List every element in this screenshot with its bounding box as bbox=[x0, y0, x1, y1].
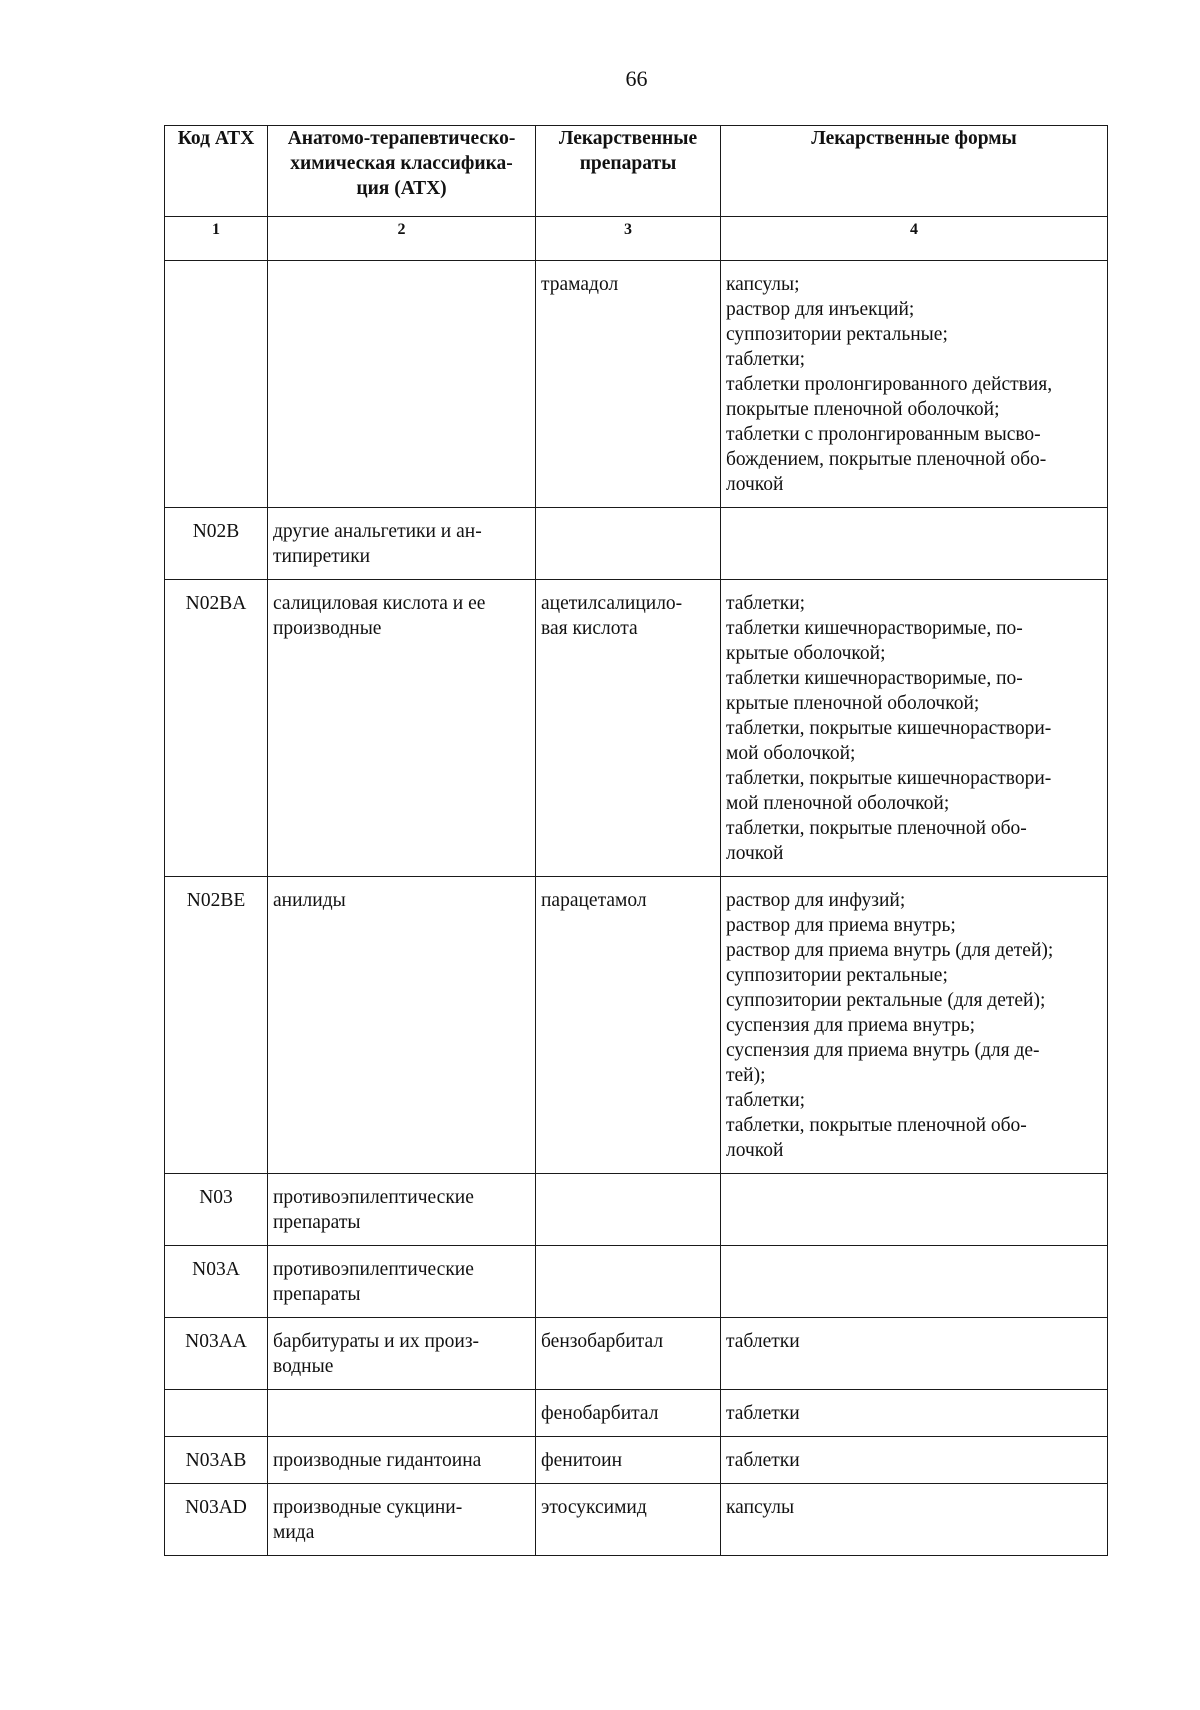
classification-cell bbox=[268, 261, 536, 508]
drug-cell: фенитоин bbox=[536, 1437, 721, 1484]
atx-drug-table bbox=[164, 125, 1108, 1556]
table-row bbox=[165, 1246, 1108, 1318]
column-number-row bbox=[165, 217, 1108, 261]
atx-code-cell: N03AA bbox=[165, 1318, 268, 1390]
table-row bbox=[165, 508, 1108, 580]
atx-code-cell: N02BE bbox=[165, 877, 268, 1174]
dosage-forms-cell: таблетки; таблетки кишечнорастворимые, по- крытые оболочкой; таблетки кишечнорастворимые, по- крытые пленочной оболочкой; таблетки, покрытые кишечнораствори- мой оболочкой; таблетки, покрытые кишечнораствори- мой пленочной оболочкой; таблетки, покрытые пленочной обо- лочкой bbox=[721, 580, 1108, 877]
classification-cell: салициловая кислота и ее производные bbox=[268, 580, 536, 877]
page-number: 66 bbox=[625, 66, 648, 91]
atx-code-cell: N02B bbox=[165, 508, 268, 580]
drug-cell: трамадол bbox=[536, 261, 721, 508]
header-atx-classification: Анатомо-терапевтическо- химическая классифика- ция (АТХ) bbox=[268, 126, 536, 217]
column-number: 4 bbox=[721, 217, 1108, 261]
drug-cell: парацетамол bbox=[536, 877, 721, 1174]
drug-cell bbox=[536, 508, 721, 580]
classification-cell: производные гидантоина bbox=[268, 1437, 536, 1484]
atx-code-cell bbox=[165, 261, 268, 508]
drug-cell: ацетилсалицило- вая кислота bbox=[536, 580, 721, 877]
header-atx-code: Код АТХ bbox=[165, 126, 268, 217]
classification-cell: противоэпилептические препараты bbox=[268, 1174, 536, 1246]
classification-cell: другие анальгетики и ан- типиретики bbox=[268, 508, 536, 580]
classification-cell: анилиды bbox=[268, 877, 536, 1174]
drug-cell bbox=[536, 1174, 721, 1246]
atx-code-cell: N03AD bbox=[165, 1484, 268, 1556]
classification-cell: барбитураты и их произ- водные bbox=[268, 1318, 536, 1390]
classification-cell: производные сукцини- мида bbox=[268, 1484, 536, 1556]
table-row bbox=[165, 877, 1108, 1174]
dosage-forms-cell: таблетки bbox=[721, 1437, 1108, 1484]
header-dosage-forms: Лекарственные формы bbox=[721, 126, 1108, 217]
atx-code-cell: N03A bbox=[165, 1246, 268, 1318]
dosage-forms-cell: капсулы bbox=[721, 1484, 1108, 1556]
column-number: 3 bbox=[536, 217, 721, 261]
column-number: 1 bbox=[165, 217, 268, 261]
dosage-forms-cell: таблетки bbox=[721, 1318, 1108, 1390]
table-row bbox=[165, 1318, 1108, 1390]
table-row bbox=[165, 1174, 1108, 1246]
dosage-forms-cell: таблетки bbox=[721, 1390, 1108, 1437]
atx-code-cell: N03 bbox=[165, 1174, 268, 1246]
dosage-forms-cell bbox=[721, 1246, 1108, 1318]
drug-cell: бензобарбитал bbox=[536, 1318, 721, 1390]
dosage-forms-cell: раствор для инфузий; раствор для приема внутрь; раствор для приема внутрь (для детей); суппозитории ректальные; суппозитории ректальные (для детей); суспензия для приема внутрь; суспензия для приема внутрь (для де- тей); таблетки; таблетки, покрытые пленочной обо- лочкой bbox=[721, 877, 1108, 1174]
classification-cell bbox=[268, 1390, 536, 1437]
header-drugs: Лекарственные препараты bbox=[536, 126, 721, 217]
drug-cell bbox=[536, 1246, 721, 1318]
drug-cell: фенобарбитал bbox=[536, 1390, 721, 1437]
atx-code-cell: N03AB bbox=[165, 1437, 268, 1484]
table-row bbox=[165, 1484, 1108, 1556]
column-number: 2 bbox=[268, 217, 536, 261]
atx-code-cell: N02BA bbox=[165, 580, 268, 877]
atx-code-cell bbox=[165, 1390, 268, 1437]
classification-cell: противоэпилептические препараты bbox=[268, 1246, 536, 1318]
table-row bbox=[165, 261, 1108, 508]
table-row bbox=[165, 1390, 1108, 1437]
header-row bbox=[165, 126, 1108, 217]
dosage-forms-cell bbox=[721, 508, 1108, 580]
table-row bbox=[165, 580, 1108, 877]
dosage-forms-cell bbox=[721, 1174, 1108, 1246]
drug-cell: этосуксимид bbox=[536, 1484, 721, 1556]
table-row bbox=[165, 1437, 1108, 1484]
dosage-forms-cell: капсулы; раствор для инъекций; суппозитории ректальные; таблетки; таблетки пролонгированного действия, покрытые пленочной оболочкой; таблетки с пролонгированным высво- бождением, покрытые пленочной обо- лочкой bbox=[721, 261, 1108, 508]
